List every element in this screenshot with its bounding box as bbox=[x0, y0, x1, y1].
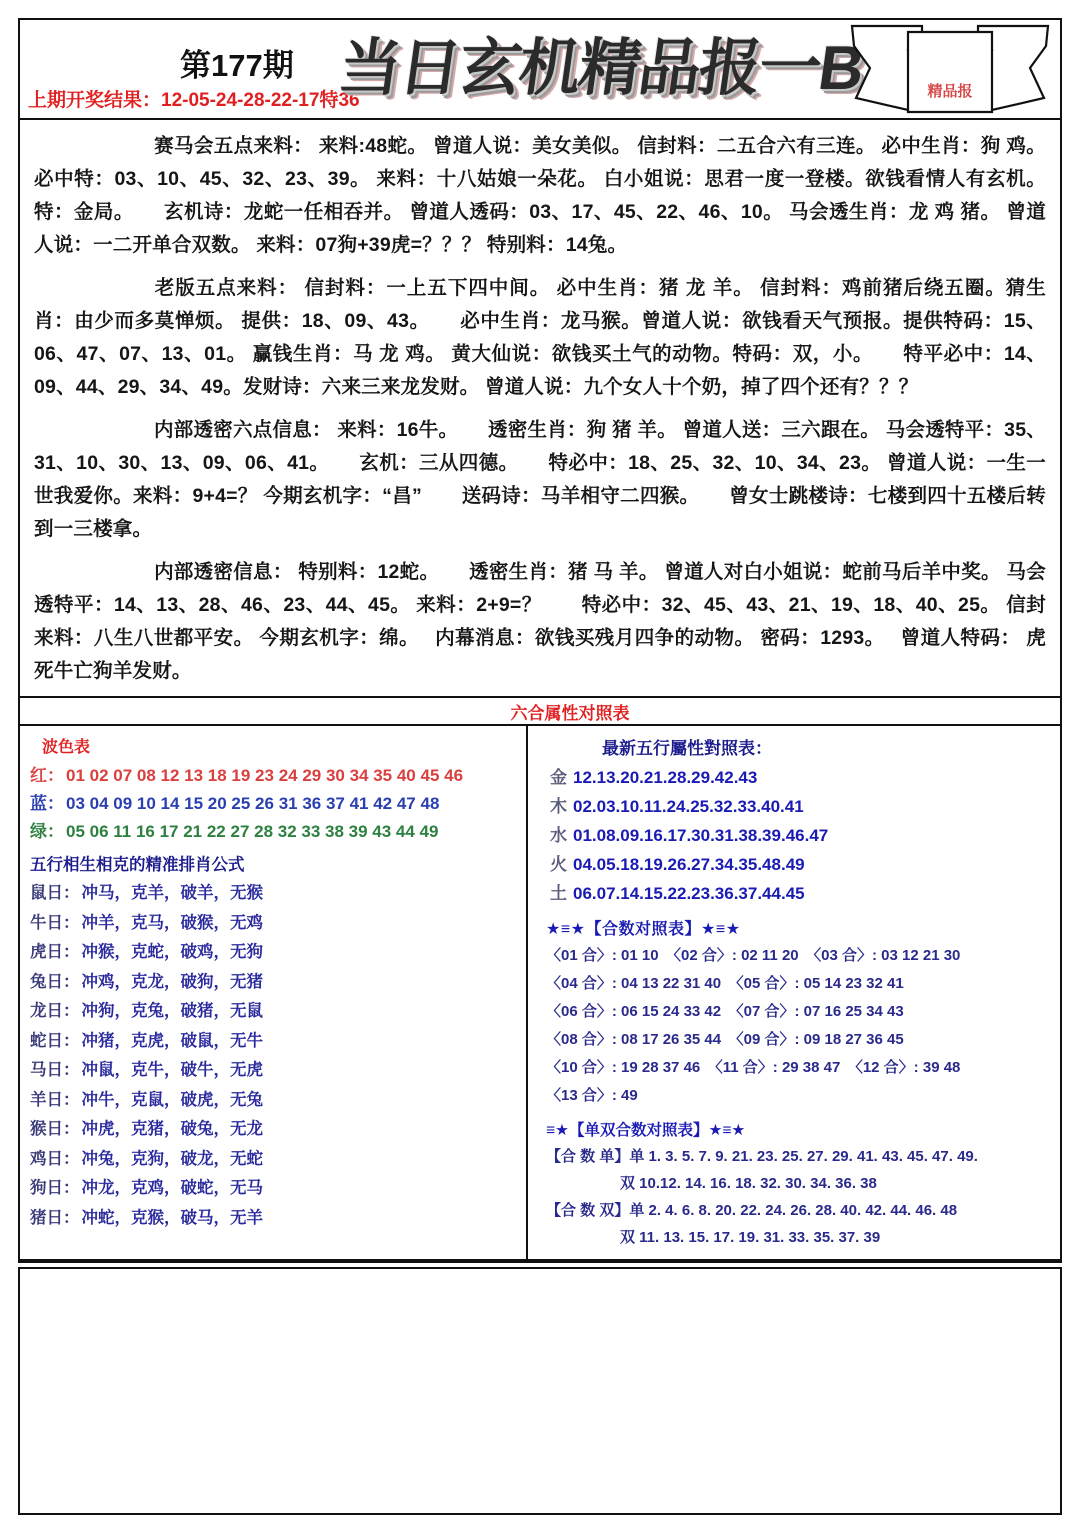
formula-row bbox=[30, 1204, 518, 1234]
formula-day: 猪日： bbox=[30, 1208, 80, 1227]
formula-day: 牛日： bbox=[30, 913, 80, 932]
element-label: 土 bbox=[550, 884, 567, 903]
ds-table-title: ≡★【单双合数对照表】★≡★ bbox=[546, 1122, 746, 1139]
logo bbox=[334, 20, 867, 112]
formula-day: 狗日： bbox=[30, 1179, 80, 1197]
five-elements-title: 最新五行屬性對照表： bbox=[602, 739, 772, 758]
formula-text: 冲狗，克兔，破猪，无鼠 bbox=[81, 1002, 263, 1020]
paragraph-text: 赛马会五点来料： 来料:48蛇。 曾道人说：美女美似。 信封料：二五合六有三连。 必中生肖：狗 鸡。 必中特：03、10、45、32、23、39。 来料：十八姑娘一朵花。 白小姐说：思君一度一登楼。欲钱看情人有玄机。 特：金局。 玄机诗：龙蛇一任相吞并。 曾道人透码：03、17、45、22、46、10。 马会透生肖：龙 鸡 猪。 曾道人说：一二开单合双数。 来料：07狗+39虎=？？？ 特别料：14兔。 bbox=[34, 135, 1046, 256]
formula-day: 虎日： bbox=[30, 943, 80, 961]
element-numbers: 01.08.09.16.17.30.31.38.39.46.47 bbox=[573, 826, 829, 845]
formula-text: 冲猪，克虎，破鼠，无牛 bbox=[81, 1031, 263, 1050]
wave-label-red: 红： bbox=[30, 766, 64, 785]
five-elements-row bbox=[546, 879, 1052, 908]
formula-text: 冲鸡，克龙，破狗，无猪 bbox=[81, 972, 263, 991]
element-numbers: 02.03.10.11.24.25.32.33.40.41 bbox=[573, 797, 804, 816]
formula-text: 冲猴，克蛇，破鸡，无狗 bbox=[81, 943, 263, 961]
wave-color-panel bbox=[20, 726, 528, 1259]
paragraph-text: 内部透密六点信息： 来料：16牛。 透密生肖：狗 猪 羊。 曾道人送：三六跟在。 马会透特平：35、31、10、30、13、09、06、41。 玄机：三从四德。 特必中：18、25、32、10、34、23。 曾道人说：一生一世我爱你。来料：9+4=？ 今期玄机字：“昌” 送码诗：马羊相守二四猴。 曾女士跳楼诗：七楼到四十五楼后转到一三楼拿。 bbox=[34, 419, 1047, 540]
formula-row bbox=[30, 997, 518, 1027]
article-paragraph bbox=[34, 556, 1046, 688]
ds-table-row: 【合 数 双】单 2. 4. 6. 8. 20. 22. 24. 26. 28. 40. 42. 44. 46. 48 bbox=[546, 1202, 958, 1219]
wave-numbers-red: 01 02 07 08 12 13 18 19 23 24 29 30 34 35 40 45 46 bbox=[66, 766, 464, 785]
formula-row bbox=[30, 1145, 518, 1175]
section-band bbox=[20, 698, 1060, 724]
element-numbers: 12.13.20.21.28.29.42.43 bbox=[573, 768, 758, 787]
he-table-row: 〈08 合〉: 08 17 26 35 44 〈09 合〉: 09 18 27 36 45 bbox=[546, 1031, 904, 1048]
ribbon-icon bbox=[850, 24, 1050, 116]
paragraph-text: 老版五点来料： 信封料：一上五下四中间。 必中生肖：猪 龙 羊。 信封料：鸡前猪后绕五圈。猜生肖：由少而多莫惮烦。 提供：18、09、43。 必中生肖：龙马猴。曾道人说：欲钱看天气预报。提供特码：15、06、47、07、13、01。 赢钱生肖：马 龙 鸡。 黄大仙说：欲钱买土气的动物。特码：双，小。 特平必中：14、09、44、29、34、49。发财诗：六来三来龙发财。 曾道人说：九个女人十个奶，掉了四个还有？？？ bbox=[34, 277, 1046, 398]
ds-table-row: 双 10.12. 14. 16. 18. 32. 30. 34. 36. 38 bbox=[620, 1175, 877, 1192]
formula-row bbox=[30, 909, 518, 939]
formula-row bbox=[30, 1174, 518, 1204]
formula-row bbox=[30, 879, 518, 909]
formula-day: 羊日： bbox=[30, 1090, 80, 1109]
issue-number: 第177期 bbox=[180, 48, 294, 83]
reference-tables bbox=[20, 724, 1060, 1261]
attributes-panel bbox=[528, 726, 1060, 1259]
element-numbers: 06.07.14.15.22.23.36.37.44.45 bbox=[573, 884, 805, 903]
logo-title: 当日玄机精品报一B bbox=[334, 34, 867, 103]
element-label: 水 bbox=[550, 826, 567, 845]
five-elements-row bbox=[546, 850, 1052, 879]
formula-text: 冲蛇，克猴，破马，无羊 bbox=[81, 1208, 263, 1227]
element-label: 金 bbox=[550, 768, 567, 787]
wave-row-red bbox=[30, 763, 518, 789]
formula-row bbox=[30, 1056, 518, 1086]
wave-label-blue: 蓝： bbox=[30, 794, 64, 813]
ribbon-badge bbox=[850, 24, 1050, 116]
ds-table-row: 【合 数 单】单 1. 3. 5. 7. 9. 21. 23. 25. 27. 29. 41. 43. 45. 47. 49. bbox=[546, 1148, 978, 1165]
formula-row bbox=[30, 1086, 518, 1116]
five-elements-row bbox=[546, 763, 1052, 792]
wave-row-blue bbox=[30, 791, 518, 817]
formula-text: 冲龙，克鸡，破蛇，无马 bbox=[81, 1179, 263, 1197]
article-paragraph bbox=[34, 130, 1046, 262]
formula-day: 龙日： bbox=[30, 1002, 80, 1020]
paragraph-text: 内部透密信息： 特别料：12蛇。 透密生肖：猪 马 羊。 曾道人对白小姐说：蛇前马后羊中奖。 马会透特平：14、13、28、46、23、44、45。 来料：2+9=？ 特必中：32、45、43、21、19、18、40、25。 信封来料：八生八世都平安。 今期玄机字：绵。 内幕消息：欲钱买残月四争的动物。 密码：1293。 曾道人特码： 虎死牛亡狗羊发财。 bbox=[34, 561, 1046, 682]
article-body bbox=[20, 120, 1060, 698]
formula-day: 蛇日： bbox=[30, 1031, 80, 1050]
formula-text: 冲羊，克马，破猴，无鸡 bbox=[81, 913, 263, 932]
he-table-row: 〈13 合〉: 49 bbox=[546, 1087, 638, 1104]
five-elements-row bbox=[546, 792, 1052, 821]
formula-text: 冲虎，克猪，破兔，无龙 bbox=[81, 1120, 263, 1138]
formula-text: 冲鼠，克牛，破牛，无虎 bbox=[81, 1061, 263, 1079]
he-table-row: 〈04 合〉: 04 13 22 31 40 〈05 合〉: 05 14 23 32 41 bbox=[546, 975, 904, 992]
formula-text: 冲兔，克狗，破龙，无蛇 bbox=[81, 1149, 263, 1168]
formula-row bbox=[30, 1115, 518, 1145]
wave-numbers-blue: 03 04 09 10 14 15 20 25 26 31 36 37 41 42 47 48 bbox=[66, 794, 440, 813]
wave-label-green: 绿： bbox=[30, 822, 64, 841]
formula-day: 鸡日： bbox=[30, 1149, 80, 1168]
previous-draw-result: 上期开奖结果：12-05-24-28-22-17特36 bbox=[28, 90, 360, 111]
masthead bbox=[20, 20, 1060, 120]
element-label: 火 bbox=[550, 855, 567, 874]
he-table-row: 〈10 合〉: 19 28 37 46 〈11 合〉: 29 38 47 〈12 合〉: 39 48 bbox=[546, 1059, 961, 1076]
wave-row-green bbox=[30, 819, 518, 845]
formula-day: 猴日： bbox=[30, 1120, 80, 1138]
main-frame bbox=[18, 18, 1062, 1263]
he-table-row: 〈06 合〉: 06 15 24 33 42 〈07 合〉: 07 16 25 34 43 bbox=[546, 1003, 904, 1020]
formula-title: 五行相生相克的精准排肖公式 bbox=[30, 856, 245, 874]
he-table-row: 〈01 合〉: 01 10 〈02 合〉: 02 11 20 〈03 合〉: 03 12 21 30 bbox=[546, 947, 961, 964]
formula-text: 冲马，克羊，破羊，无猴 bbox=[81, 884, 263, 902]
formula-day: 马日： bbox=[30, 1061, 80, 1079]
ds-table-row: 双 11. 13. 15. 17. 19. 31. 33. 35. 37. 39 bbox=[620, 1229, 881, 1246]
article-paragraph bbox=[34, 272, 1046, 404]
wave-table-title: 波色表 bbox=[42, 739, 91, 756]
he-table-title: ★≡★【合数对照表】★≡★ bbox=[546, 921, 741, 938]
article-paragraph bbox=[34, 414, 1046, 546]
wave-numbers-green: 05 06 11 16 17 21 22 27 28 32 33 38 39 43 44 49 bbox=[66, 822, 439, 841]
five-elements-row bbox=[546, 821, 1052, 850]
element-label: 木 bbox=[550, 797, 567, 816]
formula-row bbox=[30, 968, 518, 998]
element-numbers: 04.05.18.19.26.27.34.35.48.49 bbox=[573, 855, 805, 874]
formula-row bbox=[30, 1027, 518, 1057]
formula-text: 冲牛，克鼠，破虎，无兔 bbox=[81, 1090, 263, 1109]
ribbon-label: 精品报 bbox=[927, 83, 973, 100]
formula-row bbox=[30, 938, 518, 968]
empty-bottom-panel bbox=[18, 1267, 1062, 1515]
formula-day: 兔日： bbox=[30, 972, 80, 991]
formula-day: 鼠日： bbox=[30, 884, 80, 902]
section-title: 六合属性对照表 bbox=[510, 704, 630, 723]
